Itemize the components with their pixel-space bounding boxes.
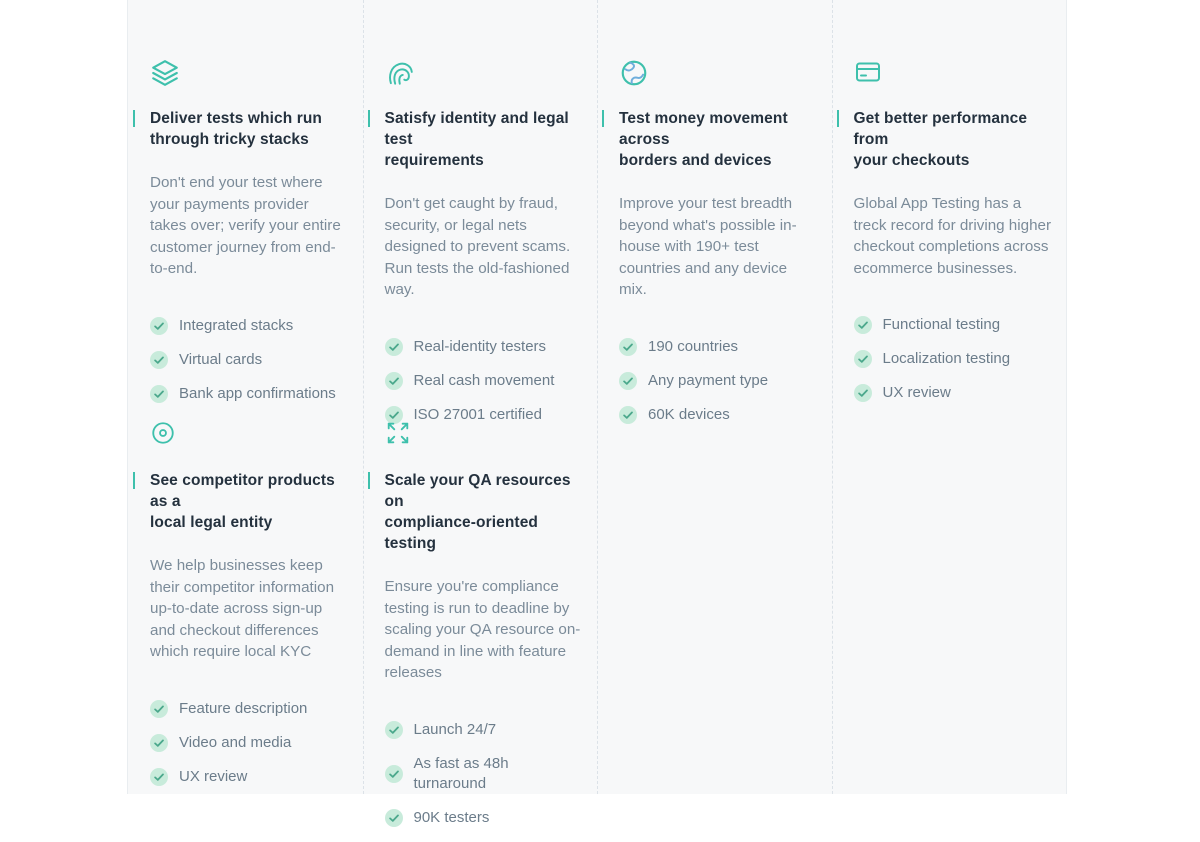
- feature-title-line: your checkouts: [853, 152, 970, 169]
- check-icon: [854, 350, 872, 368]
- checklist-item: [619, 337, 818, 357]
- features-panel: [127, 0, 1067, 826]
- check-icon: [385, 372, 403, 390]
- credit-card-icon: [854, 58, 1053, 88]
- feature-card-money-movement: [597, 0, 832, 423]
- empty-cell: [832, 400, 1067, 842]
- check-icon: [619, 372, 637, 390]
- target-eye-icon: [150, 420, 349, 450]
- checklist-item: [619, 371, 818, 391]
- features-grid: [128, 0, 1066, 826]
- checklist-label: Bank app confirmations: [179, 384, 336, 402]
- feature-card-identity-legal: [363, 0, 598, 423]
- feature-title: [385, 470, 584, 554]
- feature-title-line: See competitor products as a: [150, 472, 335, 510]
- checklist-label: 190 countries: [648, 337, 739, 355]
- checklist-label: Feature description: [179, 699, 308, 717]
- checklist-label: 60K devices: [648, 405, 730, 423]
- feature-title: [854, 108, 1053, 171]
- expand-arrows-icon: [385, 420, 584, 450]
- feature-description: Ensure you're compliance testing is run to deadline by scaling your QA resource on-demand in line with feature releases: [384, 578, 581, 681]
- feature-card-scale-qa: [363, 400, 598, 842]
- checklist-item: [150, 767, 349, 787]
- checklist-item: [854, 315, 1053, 335]
- checklist-label: ISO 27001 certified: [413, 405, 542, 423]
- checklist-label: Virtual cards: [179, 350, 263, 368]
- feature-title: [619, 108, 818, 171]
- checklist-item: [150, 316, 349, 336]
- feature-title-line: Test money movement across: [619, 110, 788, 148]
- checklist-label: UX review: [179, 767, 248, 785]
- feature-description: Global App Testing has a treck record for driving higher checkout completions across ecommerce businesses.: [853, 195, 1052, 277]
- checklist-label: Localization testing: [882, 350, 1011, 367]
- check-icon: [854, 316, 872, 334]
- check-icon: [150, 351, 168, 369]
- feature-title-line: Deliver tests which run: [150, 110, 322, 127]
- feature-card-checkout-performance: [832, 0, 1067, 400]
- feature-title-line: Get better performance from: [853, 110, 1028, 148]
- check-icon: [385, 765, 403, 783]
- checklist-label: Integrated stacks: [179, 316, 294, 334]
- checklist-item: [385, 337, 584, 357]
- fingerprint-icon: [385, 58, 584, 88]
- feature-description: Improve your test breadth beyond what's possible in-house with 190+ test countries and any device mix.: [619, 195, 797, 298]
- feature-title-line: borders and devices: [619, 152, 772, 169]
- feature-checklist: [385, 720, 584, 828]
- empty-cell: [597, 400, 832, 842]
- checklist-label: As fast as 48h turnaround: [413, 754, 509, 792]
- feature-card-competitor-products: [128, 400, 363, 842]
- check-icon: [619, 338, 637, 356]
- globe-icon: [619, 58, 818, 88]
- feature-description: Don't get caught by fraud, security, or legal nets designed to prevent scams. Run tests the old-fashioned way.: [384, 195, 571, 298]
- checklist-label: Any payment type: [648, 371, 769, 389]
- feature-checklist: [150, 316, 349, 404]
- feature-title: [150, 108, 349, 150]
- feature-checklist: [854, 315, 1053, 403]
- check-icon: [385, 809, 403, 827]
- feature-description: Don't end your test where your payments provider takes over; verify your entire customer journey from end-to-end.: [150, 174, 341, 277]
- feature-card-tricky-stacks: [128, 0, 363, 400]
- checklist-item: [385, 754, 584, 794]
- checklist-label: Launch 24/7: [413, 720, 497, 738]
- checklist-item: [150, 350, 349, 370]
- check-icon: [150, 317, 168, 335]
- checklist-item: [150, 733, 349, 753]
- feature-title-line: local legal entity: [150, 514, 273, 531]
- checklist-item: [150, 699, 349, 719]
- feature-title-line: Scale your QA resources on: [384, 472, 571, 510]
- feature-title-line: compliance-oriented testing: [384, 514, 538, 552]
- feature-checklist: [150, 699, 349, 787]
- checklist-item: [385, 720, 584, 740]
- feature-title-line: requirements: [384, 152, 484, 169]
- checklist-label: UX review: [882, 384, 951, 401]
- checklist-item: [385, 808, 584, 828]
- feature-title-line: Satisfy identity and legal test: [384, 110, 569, 148]
- layers-icon: [150, 58, 349, 88]
- check-icon: [385, 721, 403, 739]
- feature-title: [385, 108, 584, 171]
- checklist-label: Real-identity testers: [413, 337, 547, 355]
- check-icon: [150, 768, 168, 786]
- feature-title: [150, 470, 349, 533]
- feature-title-line: through tricky stacks: [150, 131, 309, 148]
- check-icon: [385, 338, 403, 356]
- checklist-label: Functional testing: [882, 316, 1001, 333]
- check-icon: [150, 734, 168, 752]
- checklist-item: [854, 349, 1053, 369]
- checklist-label: Video and media: [179, 733, 292, 751]
- checklist-label: Real cash movement: [413, 371, 555, 389]
- feature-description: We help businesses keep their competitor information up-to-date across sign-up and checkout differences which require local KYC: [150, 557, 335, 660]
- checklist-item: [385, 371, 584, 391]
- checklist-label: 90K testers: [413, 808, 490, 826]
- check-icon: [150, 700, 168, 718]
